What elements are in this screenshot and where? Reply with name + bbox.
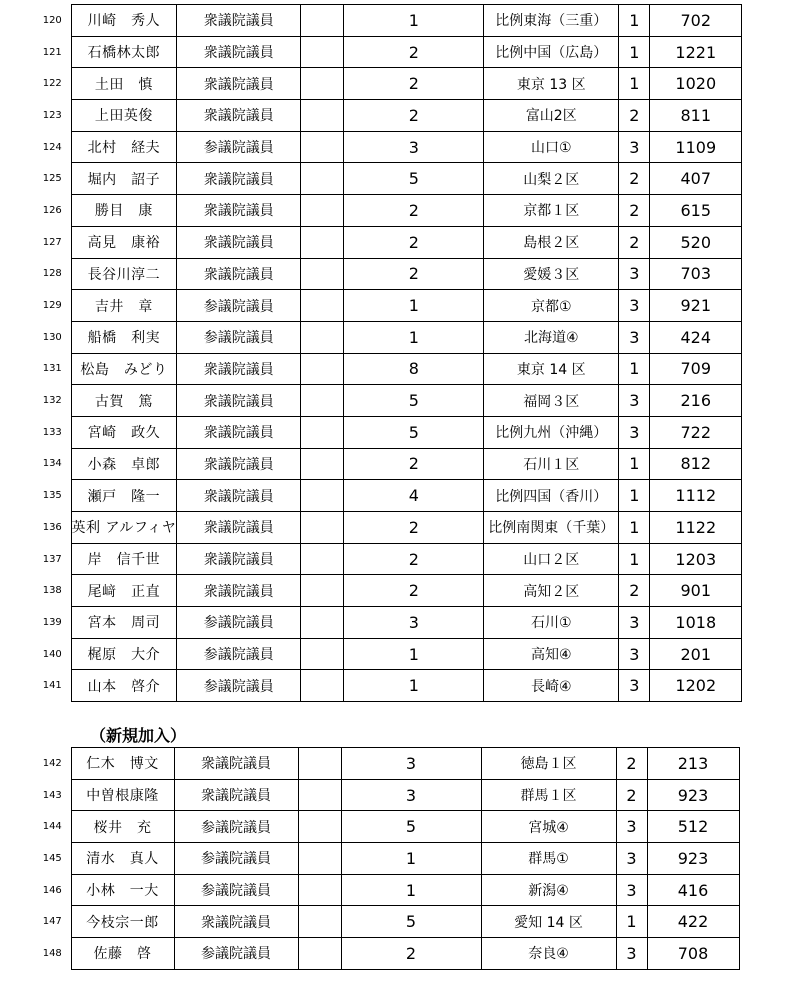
- member-name: 堀内 詔子: [71, 163, 177, 195]
- table-row: [34, 575, 742, 607]
- member-name: 北村 経夫: [71, 131, 177, 163]
- term-count: 3: [341, 779, 481, 811]
- term-count: 2: [344, 36, 484, 68]
- rank: 3: [619, 638, 650, 670]
- row-number: 142: [42, 757, 62, 769]
- code-number: 923: [647, 779, 739, 811]
- rank: 2: [616, 748, 647, 780]
- code-number: 1202: [650, 670, 742, 702]
- house-label: 衆議院議員: [177, 195, 301, 227]
- house-label: 衆議院議員: [177, 5, 301, 37]
- code-number: 923: [647, 843, 739, 875]
- term-count: 2: [341, 938, 481, 970]
- blank-cell: [298, 874, 341, 906]
- code-number: 722: [650, 416, 742, 448]
- term-count: 2: [344, 512, 484, 544]
- blank-cell: [301, 131, 344, 163]
- district: 東京 14 区: [484, 353, 619, 385]
- rank: 1: [619, 480, 650, 512]
- blank-cell: [301, 543, 344, 575]
- blank-cell: [301, 68, 344, 100]
- blank-cell: [301, 670, 344, 702]
- table-row: [34, 938, 739, 970]
- rank: 3: [619, 258, 650, 290]
- table-row: [34, 163, 742, 195]
- rank: 3: [616, 938, 647, 970]
- blank-cell: [301, 353, 344, 385]
- house-label: 参議院議員: [177, 131, 301, 163]
- code-number: 407: [650, 163, 742, 195]
- term-count: 5: [341, 906, 481, 938]
- member-name: 梶原 大介: [71, 638, 177, 670]
- member-name: 古賀 篤: [71, 385, 177, 417]
- member-name: 宮崎 政久: [71, 416, 177, 448]
- term-count: 2: [344, 226, 484, 258]
- code-number: 921: [650, 290, 742, 322]
- term-count: 4: [344, 480, 484, 512]
- rank: 1: [619, 512, 650, 544]
- row-number: 128: [42, 268, 62, 280]
- term-count: 1: [344, 638, 484, 670]
- district: 長崎④: [484, 670, 619, 702]
- term-count: 3: [344, 607, 484, 639]
- blank-cell: [301, 5, 344, 37]
- code-number: 1018: [650, 607, 742, 639]
- code-number: 1122: [650, 512, 742, 544]
- blank-cell: [298, 938, 341, 970]
- member-name: 小森 卓郎: [71, 448, 177, 480]
- rank: 3: [619, 131, 650, 163]
- member-name: 今枝宗一郎: [71, 906, 174, 938]
- rank: 3: [616, 811, 647, 843]
- table-row: [34, 100, 742, 132]
- row-number: 146: [42, 884, 62, 896]
- table-row: [34, 321, 742, 353]
- term-count: 2: [344, 543, 484, 575]
- district: 東京 13 区: [484, 68, 619, 100]
- row-number: 120: [42, 14, 62, 26]
- code-number: 812: [650, 448, 742, 480]
- term-count: 5: [344, 163, 484, 195]
- code-number: 201: [650, 638, 742, 670]
- row-number: 147: [42, 916, 62, 928]
- row-number: 129: [42, 300, 62, 312]
- code-number: 901: [650, 575, 742, 607]
- member-name: 石橋林太郎: [71, 36, 177, 68]
- blank-cell: [301, 258, 344, 290]
- table-row: [34, 779, 739, 811]
- district: 群馬１区: [481, 779, 616, 811]
- term-count: 1: [344, 670, 484, 702]
- district: 比例南関東（千葉）: [484, 512, 619, 544]
- table-row: [34, 258, 742, 290]
- district: 京都１区: [484, 195, 619, 227]
- member-name: 松島 みどり: [71, 353, 177, 385]
- row-number: 134: [42, 458, 62, 470]
- code-number: 1112: [650, 480, 742, 512]
- district: 島根２区: [484, 226, 619, 258]
- code-number: 1203: [650, 543, 742, 575]
- district: 富山2区: [484, 100, 619, 132]
- rank: 1: [616, 906, 647, 938]
- district: 高知２区: [484, 575, 619, 607]
- house-label: 衆議院議員: [177, 385, 301, 417]
- member-name: 長谷川淳二: [71, 258, 177, 290]
- district: 石川①: [484, 607, 619, 639]
- term-count: 2: [344, 448, 484, 480]
- house-label: 参議院議員: [177, 638, 301, 670]
- house-label: 参議院議員: [174, 874, 298, 906]
- code-number: 216: [650, 385, 742, 417]
- rank: 2: [619, 100, 650, 132]
- term-count: 2: [344, 195, 484, 227]
- code-number: 703: [650, 258, 742, 290]
- code-number: 520: [650, 226, 742, 258]
- district: 石川１区: [484, 448, 619, 480]
- term-count: 1: [344, 321, 484, 353]
- table-row: [34, 385, 742, 417]
- table-row: [34, 68, 742, 100]
- rank: 3: [619, 385, 650, 417]
- member-name: 勝目 康: [71, 195, 177, 227]
- house-label: 衆議院議員: [177, 163, 301, 195]
- member-name: 上田英俊: [71, 100, 177, 132]
- district: 山梨２区: [484, 163, 619, 195]
- term-count: 2: [344, 68, 484, 100]
- house-label: 衆議院議員: [177, 36, 301, 68]
- member-name: 宮本 周司: [71, 607, 177, 639]
- blank-cell: [301, 448, 344, 480]
- house-label: 参議院議員: [177, 607, 301, 639]
- house-label: 衆議院議員: [177, 575, 301, 607]
- table-row: [34, 131, 742, 163]
- district: 愛媛３区: [484, 258, 619, 290]
- code-number: 1221: [650, 36, 742, 68]
- rank: 1: [619, 36, 650, 68]
- house-label: 衆議院議員: [174, 748, 298, 780]
- table-row: [34, 748, 739, 780]
- code-number: 424: [650, 321, 742, 353]
- rank: 2: [619, 195, 650, 227]
- member-name: 岸 信千世: [71, 543, 177, 575]
- table-row: [34, 638, 742, 670]
- rank: 3: [619, 321, 650, 353]
- table-row: [34, 290, 742, 322]
- row-number: 131: [42, 363, 62, 375]
- row-number: 145: [42, 852, 62, 864]
- blank-cell: [301, 36, 344, 68]
- blank-cell: [301, 163, 344, 195]
- district: 北海道④: [484, 321, 619, 353]
- code-number: 811: [650, 100, 742, 132]
- member-name: 桜井 充: [71, 811, 174, 843]
- rank: 1: [619, 448, 650, 480]
- district: 奈良④: [481, 938, 616, 970]
- member-name: 高見 康裕: [71, 226, 177, 258]
- house-label: 参議院議員: [177, 321, 301, 353]
- table-row: [34, 36, 742, 68]
- house-label: 衆議院議員: [177, 353, 301, 385]
- term-count: 1: [344, 5, 484, 37]
- blank-cell: [298, 843, 341, 875]
- rank: 3: [619, 607, 650, 639]
- district: 徳島１区: [481, 748, 616, 780]
- district: 福岡３区: [484, 385, 619, 417]
- house-label: 衆議院議員: [174, 906, 298, 938]
- blank-cell: [298, 748, 341, 780]
- blank-cell: [301, 512, 344, 544]
- house-label: 衆議院議員: [177, 480, 301, 512]
- member-name: 船橋 利実: [71, 321, 177, 353]
- rank: 3: [619, 670, 650, 702]
- table-row: [34, 843, 739, 875]
- member-name: 仁木 博文: [71, 748, 174, 780]
- table-row: [34, 480, 742, 512]
- rank: 3: [619, 416, 650, 448]
- blank-cell: [301, 321, 344, 353]
- term-count: 5: [341, 811, 481, 843]
- table-row: [34, 811, 739, 843]
- row-number: 143: [42, 789, 62, 801]
- table-row: [34, 512, 742, 544]
- rank: 2: [619, 575, 650, 607]
- term-count: 1: [341, 874, 481, 906]
- house-label: 衆議院議員: [177, 226, 301, 258]
- member-name: 山本 啓介: [71, 670, 177, 702]
- term-count: 2: [344, 575, 484, 607]
- blank-cell: [298, 906, 341, 938]
- member-name: 土田 慎: [71, 68, 177, 100]
- house-label: 参議院議員: [174, 938, 298, 970]
- house-label: 衆議院議員: [177, 512, 301, 544]
- term-count: 2: [344, 258, 484, 290]
- code-number: 422: [647, 906, 739, 938]
- term-count: 1: [341, 843, 481, 875]
- section-heading-new-members: （新規加入）: [90, 726, 187, 745]
- term-count: 5: [344, 416, 484, 448]
- member-name: 瀬戸 隆一: [71, 480, 177, 512]
- district: 愛知 14 区: [481, 906, 616, 938]
- term-count: 3: [341, 748, 481, 780]
- row-number: 148: [42, 947, 62, 959]
- house-label: 衆議院議員: [177, 416, 301, 448]
- blank-cell: [301, 480, 344, 512]
- term-count: 5: [344, 385, 484, 417]
- member-table-existing: [34, 4, 742, 702]
- table-row: [34, 607, 742, 639]
- blank-cell: [301, 385, 344, 417]
- district: 宮城④: [481, 811, 616, 843]
- code-number: 708: [647, 938, 739, 970]
- blank-cell: [298, 779, 341, 811]
- row-number: 141: [42, 680, 62, 692]
- row-number: 125: [42, 173, 62, 185]
- table-row: [34, 906, 739, 938]
- row-number: 144: [42, 821, 62, 833]
- row-number: 124: [42, 141, 62, 153]
- row-number: 122: [42, 78, 62, 90]
- house-label: 参議院議員: [177, 290, 301, 322]
- table-row: [34, 874, 739, 906]
- code-number: 213: [647, 748, 739, 780]
- house-label: 衆議院議員: [177, 68, 301, 100]
- row-number: 139: [42, 616, 62, 628]
- code-number: 512: [647, 811, 739, 843]
- row-number: 138: [42, 585, 62, 597]
- term-count: 3: [344, 131, 484, 163]
- term-count: 1: [344, 290, 484, 322]
- district: 新潟④: [481, 874, 616, 906]
- code-number: 416: [647, 874, 739, 906]
- rank: 2: [619, 163, 650, 195]
- code-number: 615: [650, 195, 742, 227]
- member-name: 川崎 秀人: [71, 5, 177, 37]
- house-label: 衆議院議員: [177, 258, 301, 290]
- term-count: 2: [344, 100, 484, 132]
- house-label: 参議院議員: [177, 670, 301, 702]
- rank: 1: [619, 543, 650, 575]
- house-label: 参議院議員: [174, 843, 298, 875]
- blank-cell: [301, 290, 344, 322]
- member-name: 佐藤 啓: [71, 938, 174, 970]
- member-name: 清水 真人: [71, 843, 174, 875]
- house-label: 参議院議員: [174, 811, 298, 843]
- district: 比例九州（沖縄）: [484, 416, 619, 448]
- row-number: 140: [42, 648, 62, 660]
- member-name: 英利 アルフィヤ: [71, 512, 177, 544]
- district: 山口２区: [484, 543, 619, 575]
- district: 京都①: [484, 290, 619, 322]
- code-number: 1109: [650, 131, 742, 163]
- table-row: [34, 416, 742, 448]
- rank: 3: [616, 843, 647, 875]
- row-number: 137: [42, 553, 62, 565]
- rank: 1: [619, 68, 650, 100]
- term-count: 8: [344, 353, 484, 385]
- rank: 3: [619, 290, 650, 322]
- row-number: 136: [42, 521, 62, 533]
- table-row: [34, 543, 742, 575]
- house-label: 衆議院議員: [177, 543, 301, 575]
- row-number: 130: [42, 331, 62, 343]
- blank-cell: [301, 100, 344, 132]
- member-name: 吉井 章: [71, 290, 177, 322]
- district: 比例東海（三重）: [484, 5, 619, 37]
- blank-cell: [301, 575, 344, 607]
- rank: 3: [616, 874, 647, 906]
- table-row: [34, 195, 742, 227]
- blank-cell: [298, 811, 341, 843]
- row-number: 135: [42, 490, 62, 502]
- blank-cell: [301, 607, 344, 639]
- row-number: 132: [42, 395, 62, 407]
- house-label: 衆議院議員: [174, 779, 298, 811]
- rank: 2: [619, 226, 650, 258]
- district: 高知④: [484, 638, 619, 670]
- member-table-new: [34, 747, 740, 970]
- member-name: 尾﨑 正直: [71, 575, 177, 607]
- table-row: [34, 353, 742, 385]
- blank-cell: [301, 638, 344, 670]
- table-row: [34, 448, 742, 480]
- table-row: [34, 226, 742, 258]
- code-number: 1020: [650, 68, 742, 100]
- member-name: 中曽根康隆: [71, 779, 174, 811]
- district: 比例四国（香川）: [484, 480, 619, 512]
- blank-cell: [301, 226, 344, 258]
- blank-cell: [301, 195, 344, 227]
- rank: 1: [619, 353, 650, 385]
- code-number: 709: [650, 353, 742, 385]
- district: 山口①: [484, 131, 619, 163]
- row-number: 121: [42, 46, 62, 58]
- row-number: 123: [42, 109, 62, 121]
- code-number: 702: [650, 5, 742, 37]
- table-row: [34, 5, 742, 37]
- row-number: 133: [42, 426, 62, 438]
- blank-cell: [301, 416, 344, 448]
- district: 比例中国（広島）: [484, 36, 619, 68]
- district: 群馬①: [481, 843, 616, 875]
- rank: 2: [616, 779, 647, 811]
- rank: 1: [619, 5, 650, 37]
- table-row: [34, 670, 742, 702]
- member-name: 小林 一大: [71, 874, 174, 906]
- house-label: 衆議院議員: [177, 448, 301, 480]
- row-number: 127: [42, 236, 62, 248]
- row-number: 126: [42, 204, 62, 216]
- house-label: 衆議院議員: [177, 100, 301, 132]
